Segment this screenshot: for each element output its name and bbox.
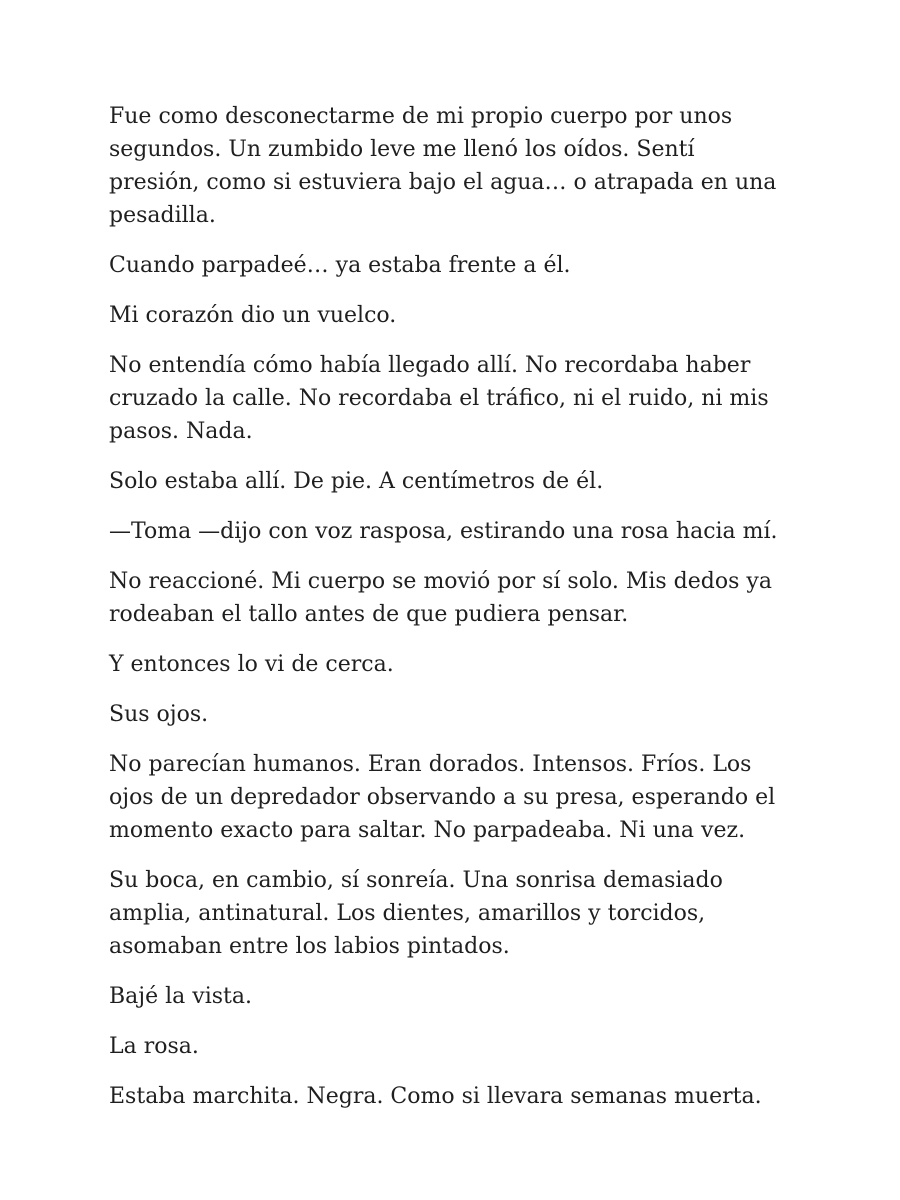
paragraph-10: No parecían humanos. Eran dorados. Intensos. Fríos. Los ojos de un depredador observando a su presa, esperando el momento exacto para saltar. No parpadeaba. Ni una vez. bbox=[109, 752, 776, 843]
paragraph-6: —Toma —dijo con voz rasposa, estirando una rosa hacia mí. bbox=[109, 519, 778, 544]
paragraph-5: Solo estaba allí. De pie. A centímetros de él. bbox=[109, 469, 604, 494]
paragraph-14: Estaba marchita. Negra. Como si llevara semanas muerta. bbox=[109, 1084, 762, 1109]
paragraph-1: Fue como desconectarme de mi propio cuerpo por unos segundos. Un zumbido leve me llenó los oídos. Sentí presión, como si estuviera bajo el agua… o atrapada en una pesadilla. bbox=[109, 104, 777, 228]
body-text bbox=[109, 100, 790, 1113]
paragraph-2: Cuando parpadeé… ya estaba frente a él. bbox=[109, 253, 571, 278]
paragraph-12: Bajé la vista. bbox=[109, 984, 252, 1009]
paragraph-3: Mi corazón dio un vuelco. bbox=[109, 303, 397, 328]
paragraph-4: No entendía cómo había llegado allí. No recordaba haber cruzado la calle. No recordaba el tráfico, ni el ruido, ni mis pasos. Nada. bbox=[109, 353, 769, 444]
paragraph-13: La rosa. bbox=[109, 1034, 199, 1059]
paragraph-8: Y entonces lo vi de cerca. bbox=[109, 652, 394, 677]
paragraph-9: Sus ojos. bbox=[109, 702, 209, 727]
paragraph-11: Su boca, en cambio, sí sonreía. Una sonrisa demasiado amplia, antinatural. Los dientes, amarillos y torcidos, asomaban entre los labios pintados. bbox=[109, 868, 723, 959]
paragraph-7: No reaccioné. Mi cuerpo se movió por sí solo. Mis dedos ya rodeaban el tallo antes de que pudiera pensar. bbox=[109, 569, 772, 627]
